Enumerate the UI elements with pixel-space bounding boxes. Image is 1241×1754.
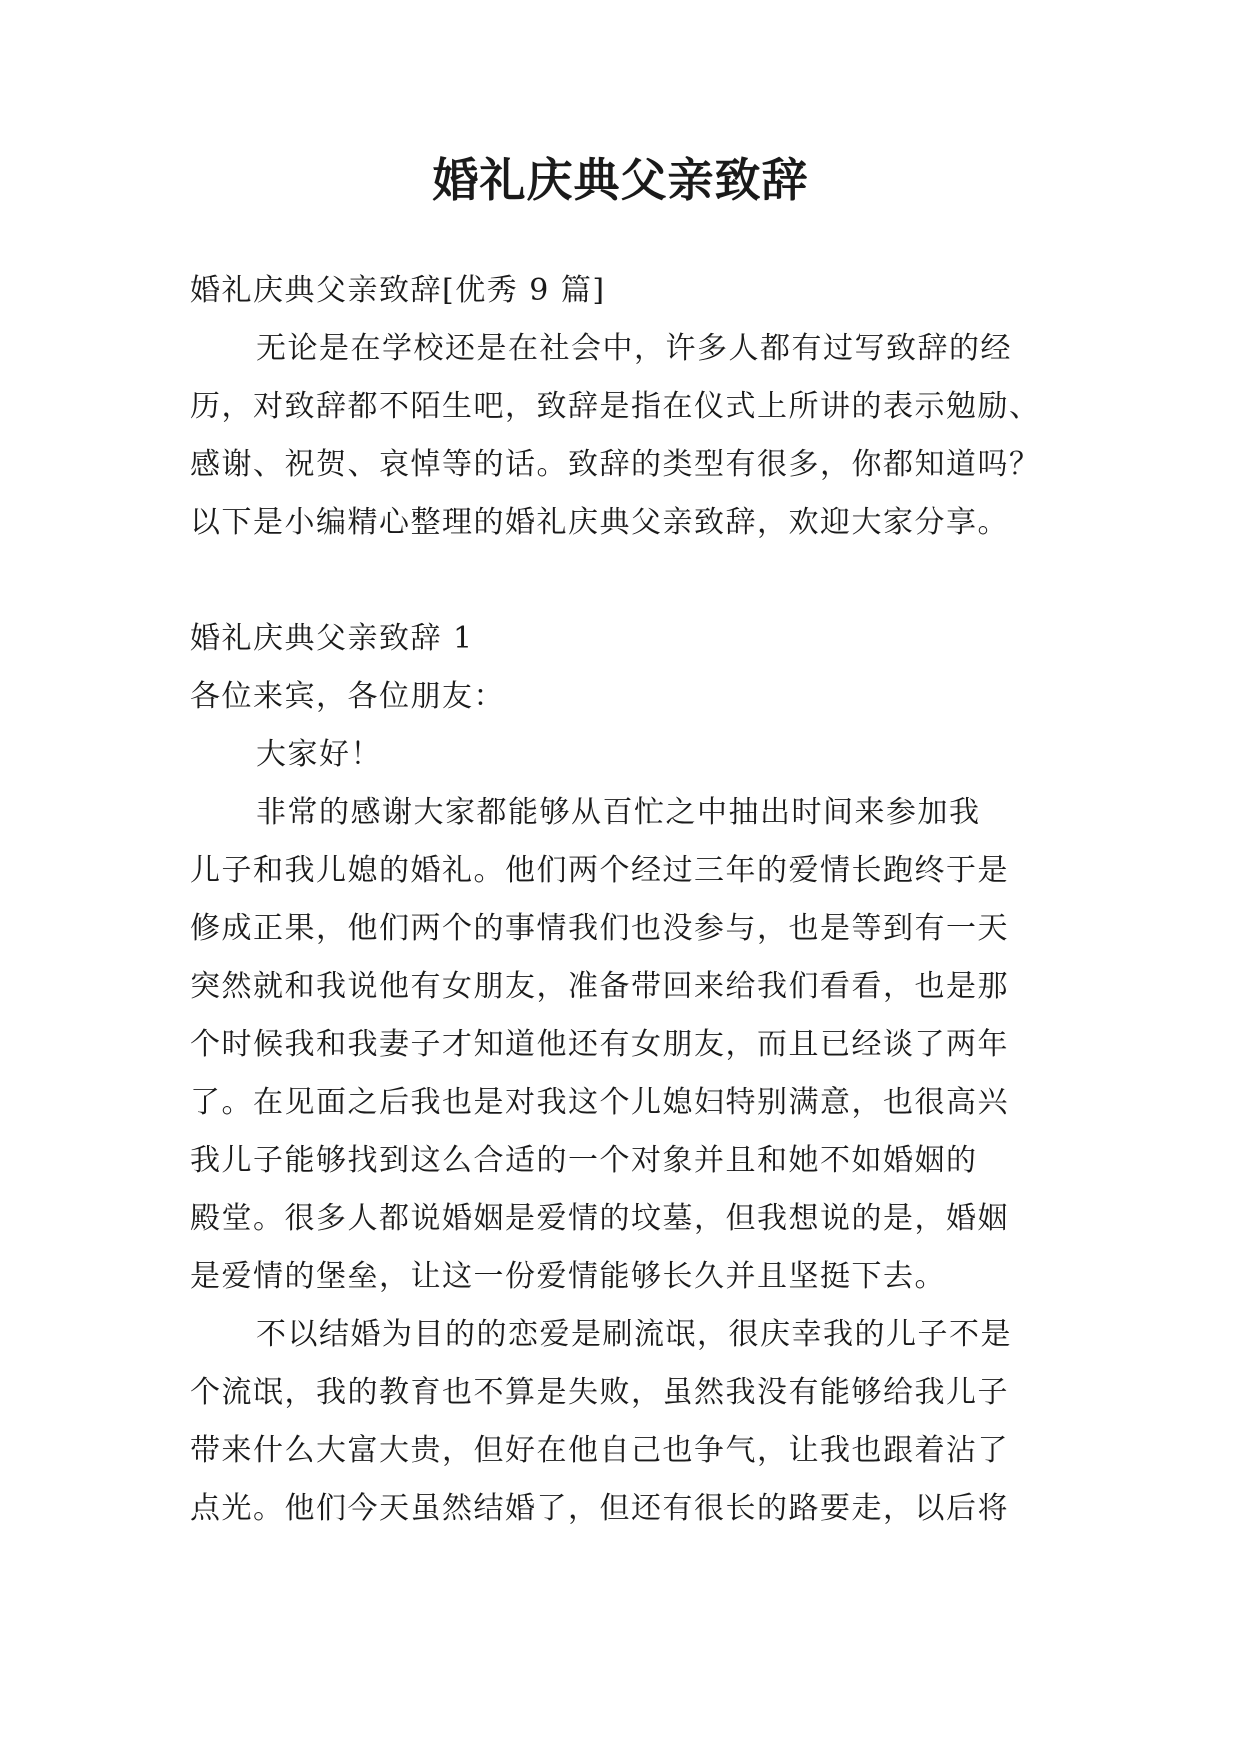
paragraph-line: 突然就和我说他有女朋友，准备带回来给我们看看，也是那 <box>190 969 1009 1004</box>
speech-paragraph-2 <box>190 1306 1070 1538</box>
paragraph-line: 儿子和我儿媳的婚礼。他们两个经过三年的爱情长跑终于是 <box>190 853 1009 888</box>
paragraph-line: 带来什么大富大贵，但好在他自己也争气，让我也跟着沾了 <box>190 1433 1009 1468</box>
paragraph-line: 了。在见面之后我也是对我这个儿媳妇特别满意，也很高兴 <box>190 1085 1009 1120</box>
paragraph-line: 历，对致辞都不陌生吧，致辞是指在仪式上所讲的表示勉励、 <box>190 389 1041 424</box>
intro-paragraph <box>190 320 1070 552</box>
paragraph-line: 无论是在学校还是在社会中，许多人都有过写致辞的经 <box>256 331 1012 366</box>
document-body <box>190 262 1070 1538</box>
paragraph-line: 个流氓，我的教育也不算是失败，虽然我没有能够给我儿子 <box>190 1375 1009 1410</box>
paragraph-line: 修成正果，他们两个的事情我们也没参与，也是等到有一天 <box>190 911 1009 946</box>
paragraph-line: 非常的感谢大家都能够从百忙之中抽出时间来参加我 <box>256 795 981 830</box>
paragraph-line: 殿堂。很多人都说婚姻是爱情的坟墓，但我想说的是，婚姻 <box>190 1201 1009 1236</box>
paragraph-line: 不以结婚为目的的恋爱是刷流氓，很庆幸我的儿子不是 <box>256 1317 1012 1352</box>
document-title: 婚礼庆典父亲致辞 <box>432 153 809 207</box>
section-spacer <box>190 552 1070 610</box>
paragraph-line: 感谢、祝贺、哀悼等的话。致辞的类型有很多，你都知道吗？ <box>190 447 1041 482</box>
greeting: 大家好！ <box>256 737 382 772</box>
paragraph-line: 以下是小编精心整理的婚礼庆典父亲致辞，欢迎大家分享。 <box>190 505 1009 540</box>
section-heading: 婚礼庆典父亲致辞 1 <box>190 621 474 656</box>
paragraph-line: 个时候我和我妻子才知道他还有女朋友，而且已经谈了两年 <box>190 1027 1009 1062</box>
salutation: 各位来宾，各位朋友： <box>190 679 505 714</box>
document-subtitle: 婚礼庆典父亲致辞[优秀 9 篇] <box>190 273 606 308</box>
speech-paragraph-1 <box>190 784 1070 1306</box>
paragraph-line: 我儿子能够找到这么合适的一个对象并且和她不如婚姻的 <box>190 1143 978 1178</box>
paragraph-line: 是爱情的堡垒，让这一份爱情能够长久并且坚挺下去。 <box>190 1259 946 1294</box>
paragraph-line: 点光。他们今天虽然结婚了，但还有很长的路要走，以后将 <box>190 1491 1009 1526</box>
